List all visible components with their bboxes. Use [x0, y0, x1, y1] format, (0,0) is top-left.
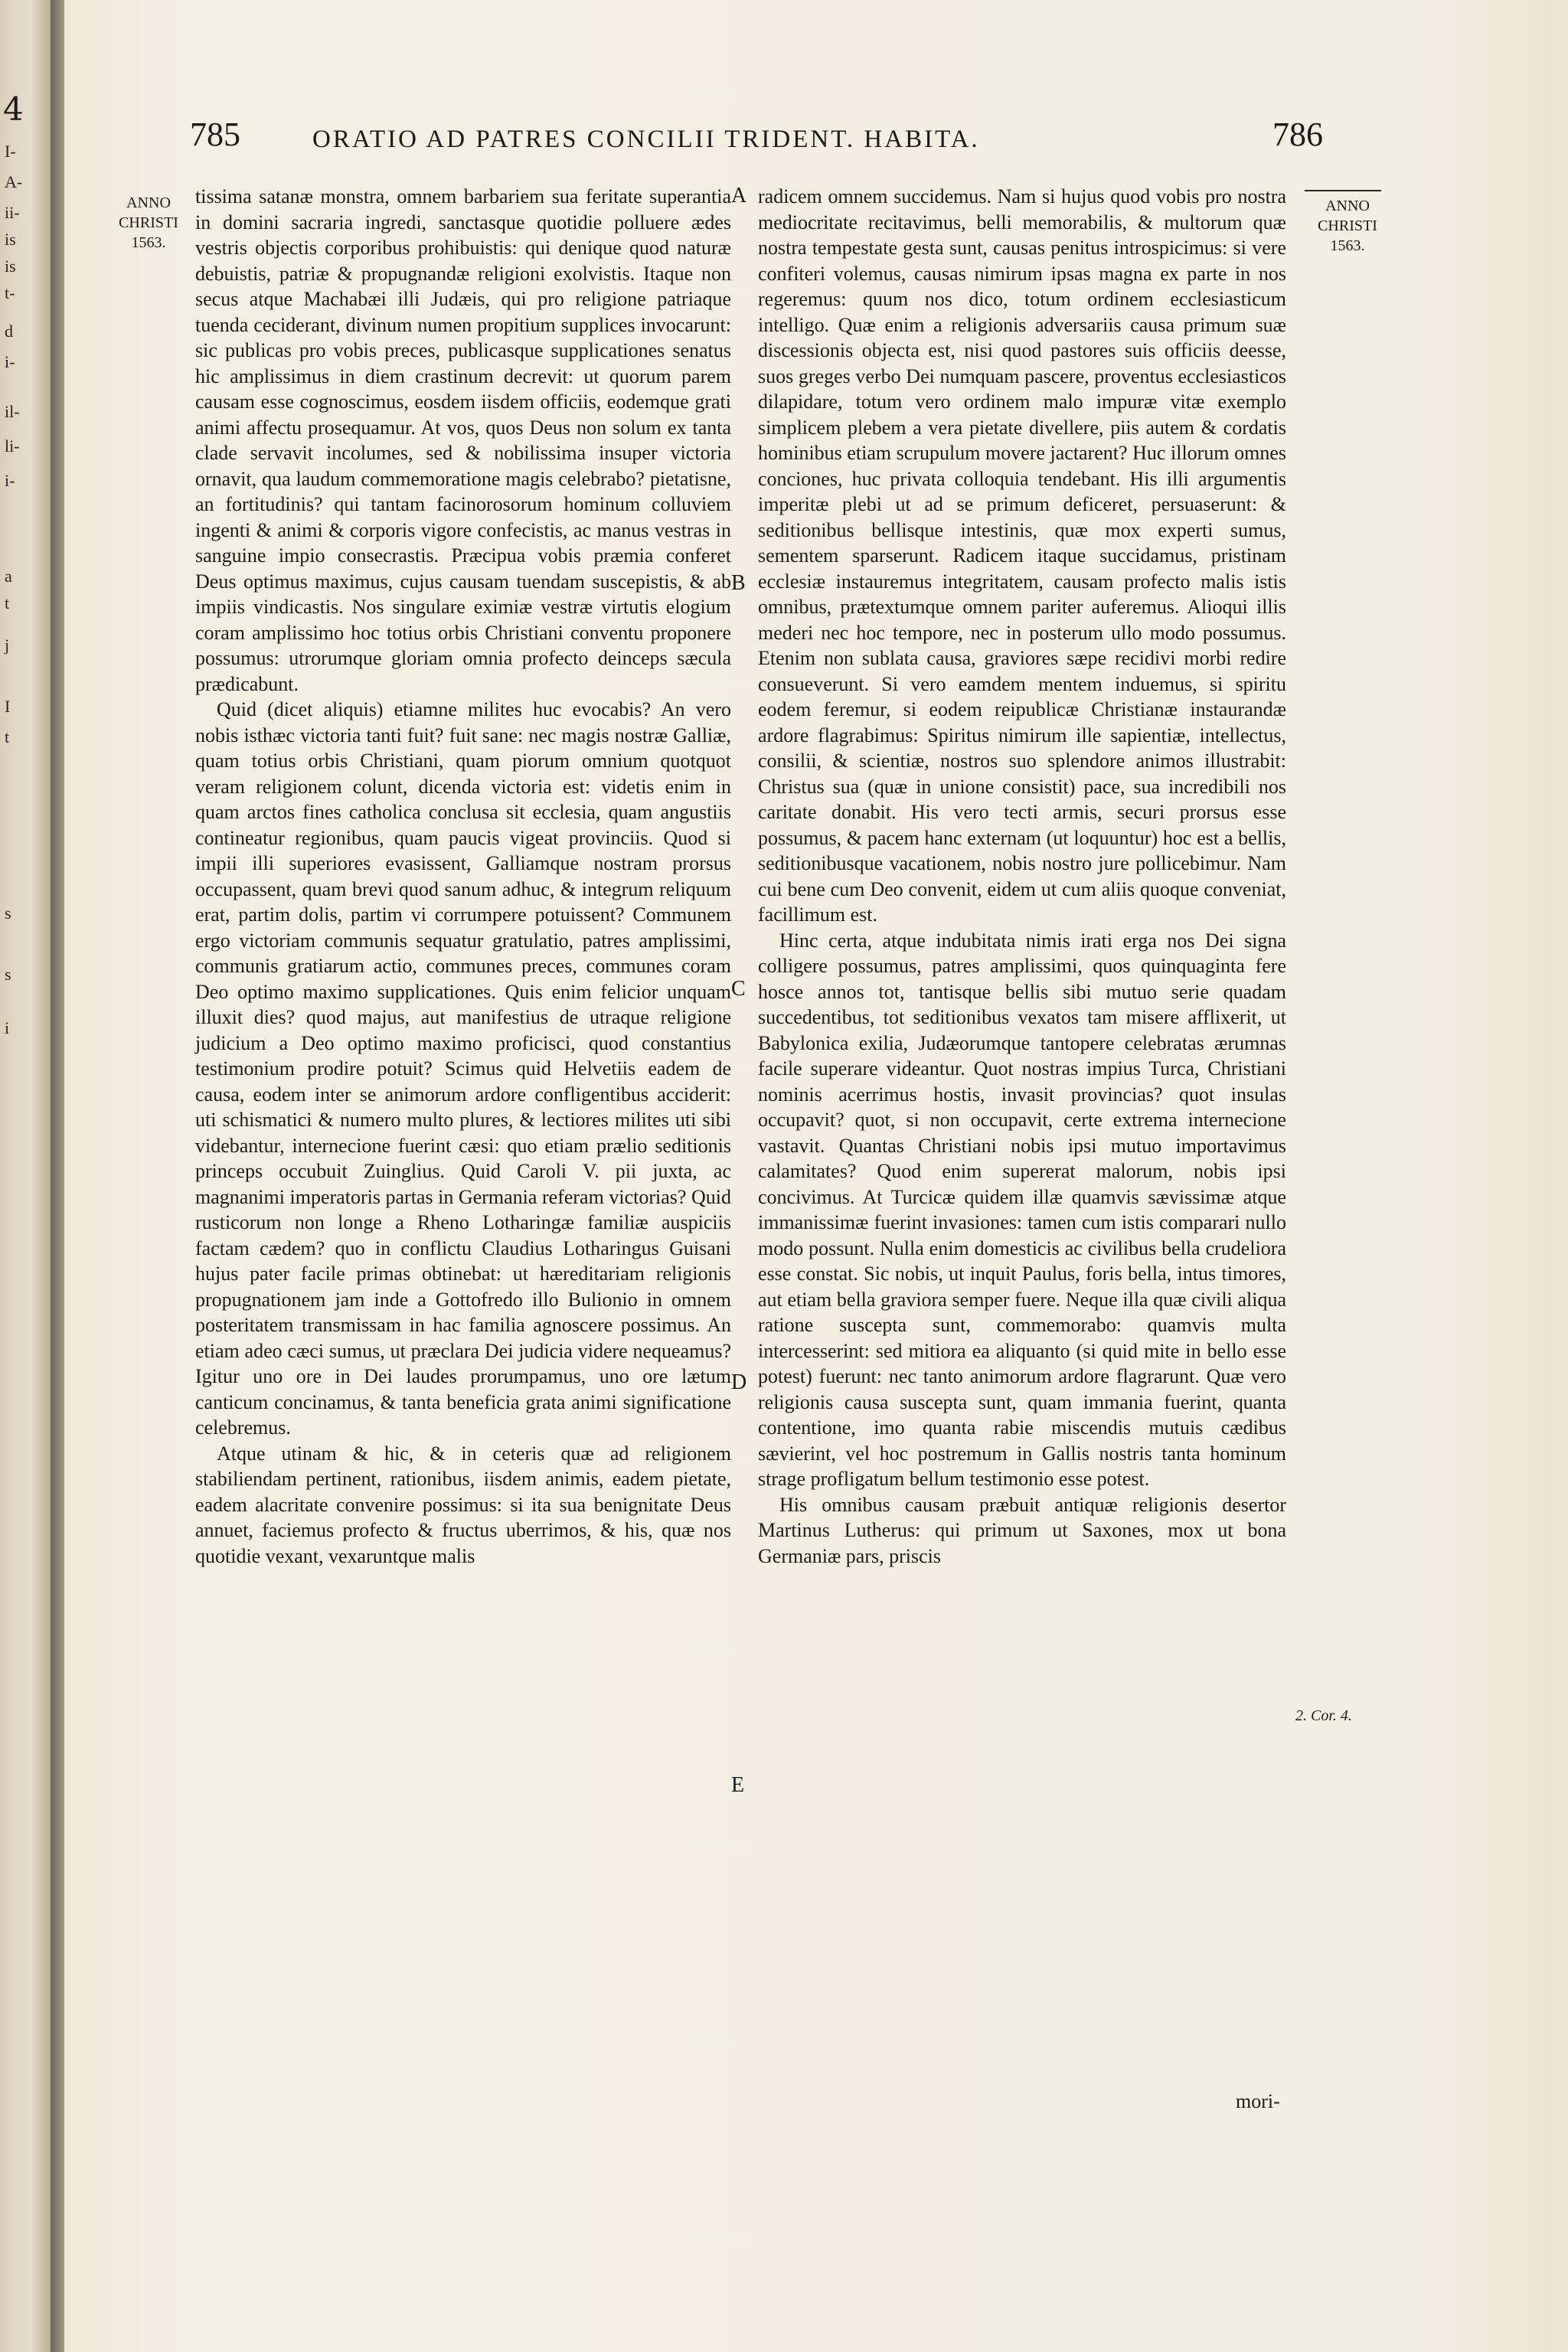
edge-fragment: ii- — [5, 203, 20, 222]
edge-fragment: is — [5, 256, 16, 276]
margin-note-year-right — [1302, 196, 1393, 256]
edge-fragment: a — [5, 567, 12, 586]
edge-fragment: i — [5, 1018, 10, 1037]
margin-note-year-left — [110, 193, 187, 253]
edge-fragment: s — [5, 903, 11, 923]
margin-note-line: 1563. — [131, 234, 166, 251]
paragraph: Atque utinam & hic, & in ceteris quæ ad religionem stabiliendam pertinent, rationibus, iisdem animis, eadem pietate, eadem alacritate convenire possimus: si ita sua benignitate Deus annuet, faciemus profecto & fructus uberrimos, & his, quæ nos quotidie vexant, vexaruntque malis — [195, 1442, 731, 1567]
right-column — [758, 184, 1286, 1569]
catchword: mori- — [1236, 2090, 1280, 2112]
paragraph: radicem omnem succidemus. Nam si hujus quod vobis pro nostra mediocritate recitavimus, belli memorabilis, & multorum quæ nostra tempestate gesta sunt, causas penitus introspicimus: si vere confiteri volemus, causas nimirum ipsas magna ex parte in nos regeremus: quum nos dico, totum ordinem ecclesiasticum intelligo. Quæ enim a religionis adversariis causa primum suæ discessionis objecta est, nisi quod pastores suis officiis deesse, suos greges verbo Dei numquam pascere, proventus ecclesiasticos dilapidare, totum vero ordinem malo impuræ vitæ exemplo simplicem plebem a vera pietate divellere, piis autem & cordatis hominibus etiam scrupulum movere jactarent? Huc illorum omnes conciones, huc privata colloquia tendebant. His illi argumentis imperitæ plebi ut ad se primum deficeret, persuaserunt: & seditionibus bellisque intestinis, quæ mox experti sumus, sementem sparserunt. Radicem itaque succidamus, pristinam ecclesiæ instauremus integritatem, causam profecto malis istis omnibus, prætextumque omnem pariter auferemus. Alioqui illis mederi nec hoc tempore, nec in posterum ullo modo possumus. Etenim non sublata causa, graviores sæpe recidivi morbi redire consueverunt. Si vero eamdem mentem induemus, si spiritu eodem feremur, si eodem reipublicæ Christianæ instaurandæ ardore flagrabimus: Spiritus nimirum ille sapientiæ, intellectus, consilii, & scientiæ, nostros suo splendore animos illustrabit: Christus sua (quæ in unione consistit) pace, sua incredibili nos caritate donabit. His vero tecti armis, securi prorsus esse possumus, & pacem hanc externam (ut loquuntur) hoc est a bellis, seditionibusque vacationem, nobis nostro jure pollicebimur. Nam cui bene cum Deo convenit, eidem ut cum aliis quoque conveniat, facillimum est. — [758, 185, 1286, 926]
paragraph: His omnibus causam præbuit antiquæ religionis desertor Martinus Lutherus: qui primum ut Saxones, mox ut bona Germaniæ pars, priscis — [758, 1493, 1286, 1567]
page-number-right: 786 — [1272, 116, 1323, 153]
running-title: ORATIO AD PATRES CONCILII TRIDENT. HABITA. — [312, 126, 980, 153]
section-marker-e: E — [731, 1773, 745, 1797]
edge-fragment: j — [5, 635, 10, 655]
section-marker-a: A — [731, 184, 747, 207]
section-marker-d: D — [731, 1370, 747, 1394]
margin-rule — [1305, 190, 1381, 191]
edge-fragment: i- — [5, 352, 15, 371]
edge-fragment: is — [5, 230, 16, 249]
running-header — [190, 115, 1323, 161]
edge-fragment: A- — [5, 172, 23, 191]
edge-fragment: t — [5, 593, 10, 612]
section-marker-c: C — [731, 977, 746, 1001]
margin-citation: 2. Cor. 4. — [1295, 1707, 1352, 1724]
edge-fragment: i- — [5, 471, 15, 490]
left-column — [195, 184, 731, 1569]
previous-page-number: 4 — [3, 90, 24, 128]
margin-note-line: CHRISTI — [1318, 217, 1377, 234]
margin-note-line: CHRISTI — [119, 214, 178, 231]
edge-fragment: I — [5, 697, 11, 716]
gutter-shadow — [51, 0, 64, 2352]
margin-note-line: ANNO — [1325, 198, 1370, 214]
edge-fragment: t- — [5, 283, 15, 302]
edge-fragment: t — [5, 727, 10, 746]
section-marker-b: B — [731, 571, 746, 595]
edge-fragment: il- — [5, 402, 20, 421]
paragraph: Hinc certa, atque indubitata nimis irati erga nos Dei signa colligere possumus, patres amplissimi, quos quinquaginta fere hosce annos tot, tantisque bellis sibi mutuo serie quadam succedentibus, tot seditionibus vexatos tam misere afflixerit, ut Babylonica exilia, Judæorumque tantopere celebratas ærumnas facile superare videantur. Quot nostras impius Turca, Christiani nominis acerrimus hostis, invasit provincias? quot insulas occupavit? quot, si non occupavit, certe extrema internecione vastavit. Quantas Christiani nobis ipsi mutuo importavimus calamitates? Quod enim supererat malorum, nobis ipsi concivimus. At Turcicæ quidem illæ quamvis sævissimæ atque immanissimæ fuerint invasiones: tamen cum istis comparari nullo modo possunt. Nulla enim domesticis ac civilibus bella crudeliora esse constat. Sic nobis, ut inquit Paulus, foris bella, intus timores, aut etiam bella graviora semper fuere. Neque illa quæ civili aliqua ratione suscepta sunt, commemorabo: quamvis multa intercesserint: sed mitiora ea aliquanto (si quid mite in bello esse potest) fuerunt: nec tanto animorum ardore flagrarunt. Quæ vero religionis causa suscepta sunt, quam immania fuerint, quanta contentione, imo quanta rabie miscendis mutuis cædibus sævierint, vel hoc postremum in Gallis nostris tanta hominum strage profligatum bellum testimonio esse potest. — [758, 929, 1286, 1490]
margin-note-line: 1563. — [1330, 237, 1365, 254]
previous-page-edge — [0, 0, 51, 2352]
paragraph: Quid (dicet aliquis) etiamne milites huc evocabis? An vero nobis isthæc victoria tanti fuit? fuit sane: nec magis nostræ Galliæ, quam totius orbis Christiani, quam piorum omnium quotquot veram religionem colunt, dicenda victoria est: videtis enim in quam arctos fines catholica conclusa sit ecclesia, quam angustiis contineatur regionibus, quam paucis vigeat provinciis. Quod si impii illi superiores evasissent, Galliamque nostram prorsus occupassent, quam brevi quod sanum adhuc, & integrum reliquum erat, partim dolis, partim vi corrumpere potuissent? Communem ergo victoriam communis sequatur gratulatio, patres amplissimi, communis gratiarum actio, communes preces, communes coram Deo optimo maximo supplicationes. Quis enim felicior unquam illuxit dies? quod majus, aut manifestius de utraque religione judicium a Deo optimo maximo proficisci, quod constantius testimonium prodire potuit? Scimus quid Helvetiis eadem de causa, eodem inter se animorum ardore confligentibus acciderit: uti schismatici & numero multo plures, & lectiores milites uti sibi videbantur, internecione fuerint cæsi: quo etiam prælio seditionis princeps occubuit Zuinglius. Quid Caroli V. pii juxta, ac magnanimi imperatoris partas in Germania referam victorias? Quid rusticorum non longe a Rheno Lotharingæ familiæ auspiciis factam cædem? quo in conflictu Claudius Lotharingus Guisani hujus pater facile primas obtinebat: ut hæreditariam religionis propugnationem jam inde a Gottofredo illo Bulionio in omnem posteritatem transmissam in hac familia agnoscere possimus. An etiam adeo cæci sumus, ut præclara Dei judicia videre nequeamus? Igitur uno ore in Dei laudes prorumpamus, uno ore lætum canticum concinamus, & tanta beneficia grata animi significatione celebremus. — [195, 698, 731, 1439]
paragraph: tissima satanæ monstra, omnem barbariem sua feritate superantia in domini sacraria ingredi, sanctasque quotidie polluere ædes vestris objectis corporibus prohibuistis: qui denique quod naturæ debuistis, patriæ & propugnandæ religioni exolvistis. Itaque non secus atque Machabæi illi Judæis, qui pro religione patriaque tuenda ceciderant, divinum numen propitium supplices invocarunt: sic publicas pro vobis preces, publicasque supplicationes senatus hic amplissimus in diem crastinum decrevit: ut quorum parem causam esse cognoscimus, eosdem iisdem officiis, eodemque grati animi affectu prosequamur. At vos, quos Deus non solum ex tanta clade servavit incolumes, sed & nobilissima insuper victoria ornavit, qua laudum commemoratione magis celebrabo? pietatisne, an fortitudinis? qui tantam facinorosorum hominum colluviem ingenti & animi & corporis vigore confecistis, ac manus vestras in sanguine impio consecrastis. Præcipua vobis præmia conferet Deus optimus maximus, cujus causam tuendam suscepistis, & ab impiis vindicastis. Nos singulare eximiæ vestræ virtutis elogium coram amplissimo hoc totius orbis Christiani conventu proponere possumus: utrorumque gloriam omnia profecto deinceps sæcula prædicabunt. — [195, 185, 731, 695]
edge-fragment: s — [5, 965, 11, 984]
edge-fragment: I- — [5, 142, 16, 161]
page — [64, 0, 1568, 2352]
margin-note-line: ANNO — [126, 194, 171, 211]
page-number-left: 785 — [190, 116, 240, 153]
edge-fragment: d — [5, 322, 13, 341]
edge-fragment: li- — [5, 436, 20, 456]
